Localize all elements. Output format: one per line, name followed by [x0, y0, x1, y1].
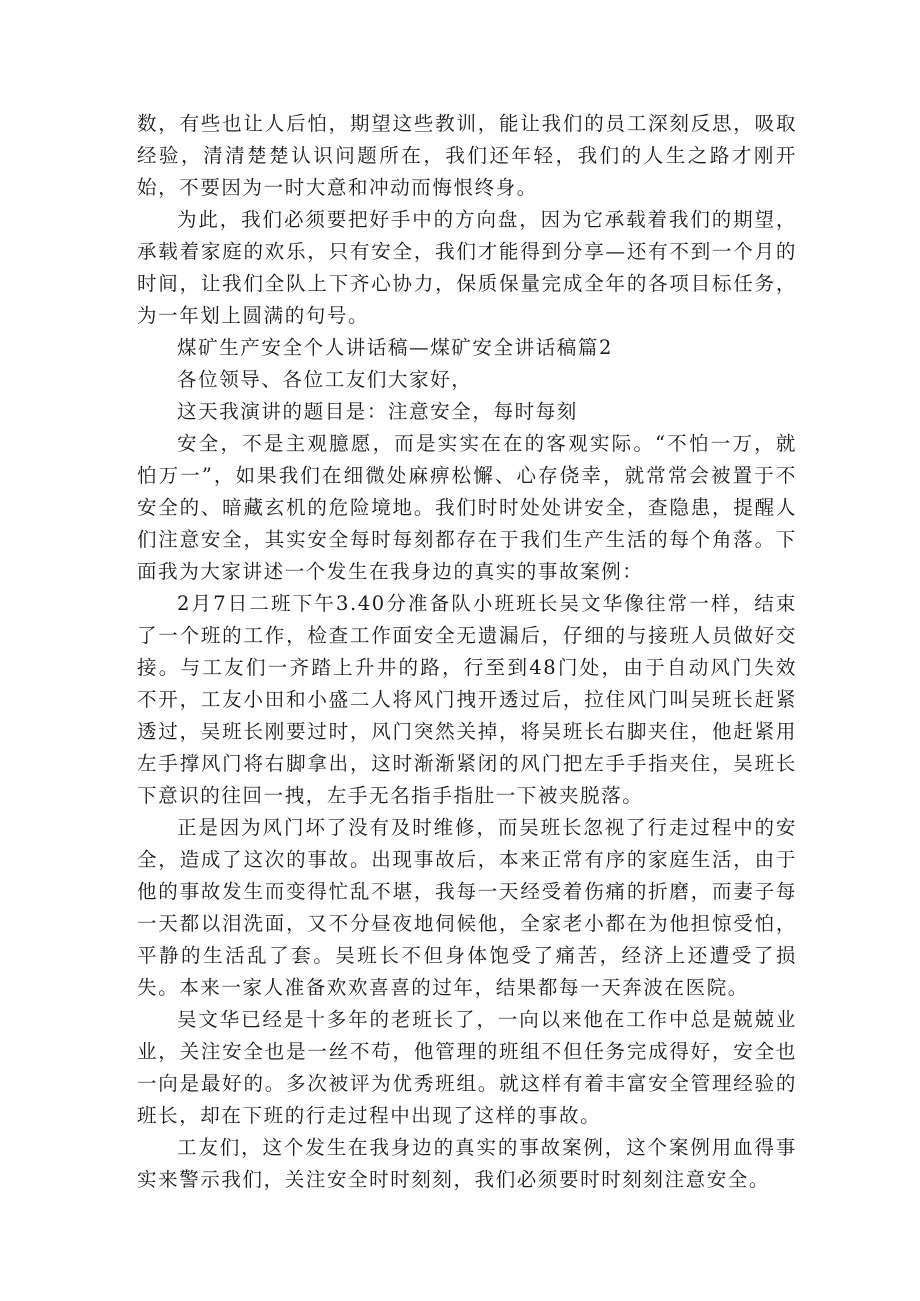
section-heading: 煤矿生产安全个人讲话稿—煤矿安全讲话稿篇2: [177, 336, 614, 359]
paragraph-team-leader: 吴文华已经是十多年的老班长了，一向以来他在工作中总是兢兢业业，关注安全也是一丝不苟，他管理的班组不但任务完成得好，安全也一向是最好的。多次被评为优秀班组。就这样有着丰富安全管理经验的班长，却在下班的行走过程中出现了这样的事故。: [137, 1008, 797, 1127]
paragraph-accident-cause: 正是因为风门坏了没有及时维修，而吴班长忽视了行走过程中的安全，造成了这次的事故。出现事故后，本来正常有序的家庭生活，由于他的事故发生而变得忙乱不堪，我每一天经受着伤痛的折磨，而妻子每一天都以泪洗面，又不分昼夜地伺候他，全家老小都在为他担惊受怕，平静的生活乱了套。吴班长不但身体饱受了痛苦，经济上还遭受了损失。本来一家人准备欢欢喜喜的过年，结果都每一天奔波在医院。: [137, 816, 797, 999]
speech-topic-line: 这天我演讲的题目是：注意安全，每时每刻: [177, 400, 578, 423]
paragraph-steering-wheel: 为此，我们必须要把好手中的方向盘，因为它承载着我们的期望，承载着家庭的欢乐，只有安全，我们才能得到分享—还有不到一个月的时间，让我们全队上下齐心协力，保质保量完成全年的各项目标任务，为一年划上圆满的句号。: [137, 208, 797, 327]
document-body: [137, 108, 797, 1196]
greeting-line: 各位领导、各位工友们大家好，: [177, 368, 473, 391]
paragraph-closing-warning: 工友们，这个发生在我身边的真实的事故案例，这个案例用血得事实来警示我们，关注安全时时刻刻，我们必须要时时刻刻注意安全。: [137, 1136, 797, 1191]
paragraph-accident-account: 2月7日二班下午3.40分准备队小班班长吴文华像往常一样，结束了一个班的工作，检查工作面安全无遗漏后，仔细的与接班人员做好交接。与工友们一齐踏上升井的路，行至到48门处，由于自动风门失效不开，工友小田和小盛二人将风门拽开透过后，拉住风门叫吴班长赶紧透过，吴班长刚要过时，风门突然关掉，将吴班长右脚夹住，他赶紧用左手撑风门将右脚拿出，这时渐渐紧闭的风门把左手手指夹住，吴班长下意识的往回一拽，左手无名指手指肚一下被夹脱落。: [137, 592, 797, 807]
paragraph-continuation: 数，有些也让人后怕，期望这些教训，能让我们的员工深刻反思，吸取经验，清清楚楚认识问题所在，我们还年轻，我们的人生之路才刚开始，不要因为一时大意和冲动而悔恨终身。: [137, 112, 797, 199]
paragraph-safety-intro: 安全，不是主观臆愿，而是实实在在的客观实际。“不怕一万，就怕万一”，如果我们在细微处麻痹松懈、心存侥幸，就常常会被置于不安全的、暗藏玄机的危险境地。我们时时处处讲安全，查隐患，提醒人们注意安全，其实安全每时每刻都存在于我们生产生活的每个角落。下面我为大家讲述一个发生在我身边的真实的事故案例：: [137, 432, 797, 583]
